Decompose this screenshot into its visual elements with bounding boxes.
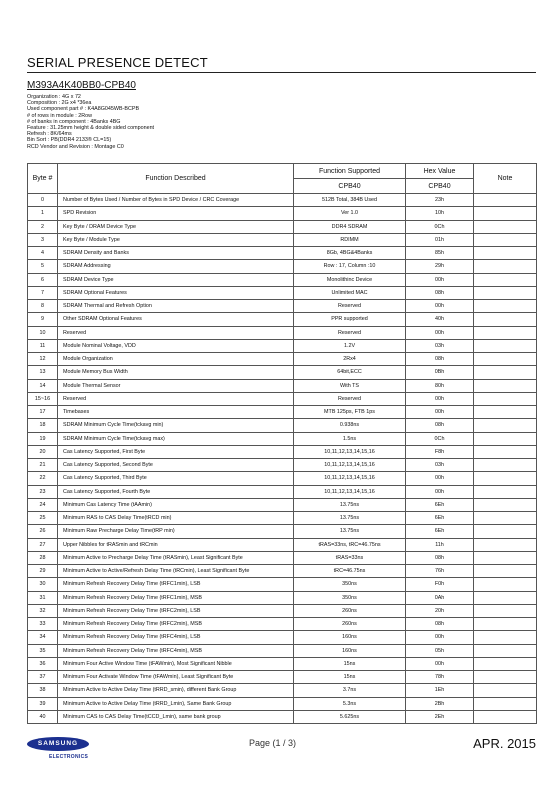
hex-cell: 08h	[406, 286, 474, 299]
info-line: # of rows in module : 2Row	[27, 112, 93, 119]
function-cell: Cas Latency Supported, Second Byte	[58, 459, 294, 472]
hex-cell: 2Eh	[406, 710, 474, 723]
note-cell	[474, 578, 537, 591]
supported-cell: 160ns	[294, 631, 406, 644]
note-cell	[474, 498, 537, 511]
hex-cell: 00h	[406, 485, 474, 498]
byte-cell: 23	[28, 485, 58, 498]
supported-cell: tRAS=33ns, tRC=46.75ns	[294, 538, 406, 551]
page-number: Page (1 / 3)	[249, 738, 297, 748]
table-row	[28, 273, 537, 286]
note-cell	[474, 512, 537, 525]
function-cell: Number of Bytes Used / Number of Bytes in SPD Device / CRC Coverage	[58, 194, 294, 207]
hex-cell: 00h	[406, 392, 474, 405]
supported-cell: 10,11,12,13,14,15,16	[294, 472, 406, 485]
hex-cell: 40h	[406, 313, 474, 326]
hex-cell: 6Eh	[406, 498, 474, 511]
function-cell: Minimum Cas Latency Time (tAAmin)	[58, 498, 294, 511]
table-row	[28, 472, 537, 485]
table-row	[28, 591, 537, 604]
info-line: Organization : 4G x 72	[27, 94, 81, 100]
supported-cell: Ver 1.0	[294, 207, 406, 220]
function-cell: Minimum Raw Precharge Delay Time(tRP min)	[58, 525, 294, 538]
byte-cell: 31	[28, 591, 58, 604]
table-row	[28, 710, 537, 723]
note-cell	[474, 326, 537, 339]
hex-cell: 20h	[406, 604, 474, 617]
function-cell: Minimum Four Active Window Time (tFAWmin), Most Significant Nibble	[58, 657, 294, 670]
byte-cell: 17	[28, 406, 58, 419]
function-cell: SDRAM Density and Banks	[58, 247, 294, 260]
note-cell	[474, 260, 537, 273]
note-cell	[474, 353, 537, 366]
info-line: Used component part # : K4A8G045WB-BCPB	[27, 106, 140, 113]
table-row	[28, 313, 537, 326]
table-row	[28, 300, 537, 313]
note-cell	[474, 684, 537, 697]
hex-cell: 03h	[406, 459, 474, 472]
supported-cell: Unlimited MAC	[294, 286, 406, 299]
table-row	[28, 353, 537, 366]
table-row	[28, 326, 537, 339]
part-number: M393A4K40BB0-CPB40	[27, 80, 136, 91]
supported-cell: Monolithinc Device	[294, 273, 406, 286]
hex-cell: 80h	[406, 379, 474, 392]
function-cell: Key Byte / DRAM Device Type	[58, 220, 294, 233]
info-line: RCD Vendor and Revision : Montage C0	[27, 143, 124, 150]
supported-cell: 160ns	[294, 644, 406, 657]
byte-cell: 22	[28, 472, 58, 485]
function-cell: Key Byte / Module Type	[58, 233, 294, 246]
function-cell: Minimum Refresh Recovery Delay Time (tRFC4min), MSB	[58, 644, 294, 657]
supported-cell: 2Rx4	[294, 353, 406, 366]
byte-cell: 40	[28, 710, 58, 723]
table-row	[28, 260, 537, 273]
module-info-block	[27, 94, 154, 150]
table-row	[28, 551, 537, 564]
byte-cell: 18	[28, 419, 58, 432]
function-cell: SDRAM Device Type	[58, 273, 294, 286]
note-cell	[474, 392, 537, 405]
hex-cell: 85h	[406, 247, 474, 260]
supported-cell: 260ns	[294, 604, 406, 617]
note-cell	[474, 591, 537, 604]
byte-cell: 35	[28, 644, 58, 657]
table-row	[28, 604, 537, 617]
byte-cell: 10	[28, 326, 58, 339]
byte-cell: 0	[28, 194, 58, 207]
table-row	[28, 233, 537, 246]
note-cell	[474, 525, 537, 538]
byte-cell: 4	[28, 247, 58, 260]
note-cell	[474, 445, 537, 458]
header-hex-value: Hex Value	[406, 164, 474, 179]
hex-cell: 23h	[406, 194, 474, 207]
info-line: Feature : 31.25mm height & double sided component	[27, 125, 155, 132]
note-cell	[474, 286, 537, 299]
function-cell: Reserved	[58, 392, 294, 405]
supported-cell: tRAS=33ns	[294, 551, 406, 564]
hex-cell: 6Eh	[406, 512, 474, 525]
byte-cell: 21	[28, 459, 58, 472]
function-cell: Timebases	[58, 406, 294, 419]
table-row	[28, 459, 537, 472]
hex-cell: 00h	[406, 300, 474, 313]
table-row	[28, 445, 537, 458]
table-row	[28, 684, 537, 697]
function-cell: Minimum Refresh Recovery Delay Time (tRFC1min), LSB	[58, 578, 294, 591]
byte-cell: 27	[28, 538, 58, 551]
function-cell: Cas Latency Supported, Fourth Byte	[58, 485, 294, 498]
hex-cell: 0Ah	[406, 591, 474, 604]
header-note: Note	[474, 164, 537, 194]
function-cell: SDRAM Addressing	[58, 260, 294, 273]
byte-cell: 25	[28, 512, 58, 525]
header-byte: Byte #	[28, 164, 58, 194]
byte-cell: 13	[28, 366, 58, 379]
table-row	[28, 644, 537, 657]
byte-cell: 1	[28, 207, 58, 220]
note-cell	[474, 194, 537, 207]
hex-cell: 11h	[406, 538, 474, 551]
note-cell	[474, 273, 537, 286]
hex-cell: 0Bh	[406, 366, 474, 379]
function-cell: Minimum Refresh Recovery Delay Time (tRFC2min), MSB	[58, 618, 294, 631]
function-cell: Minimum Refresh Recovery Delay Time (tRFC2min), LSB	[58, 604, 294, 617]
supported-cell: Reserved	[294, 392, 406, 405]
function-cell: Minimum CAS to CAS Delay Time(tCCD_Lmin), same bank group	[58, 710, 294, 723]
byte-cell: 19	[28, 432, 58, 445]
supported-cell: 5.3ns	[294, 697, 406, 710]
hex-cell: 08h	[406, 353, 474, 366]
note-cell	[474, 565, 537, 578]
function-cell: Other SDRAM Optional Features	[58, 313, 294, 326]
byte-cell: 24	[28, 498, 58, 511]
hex-cell: 05h	[406, 644, 474, 657]
note-cell	[474, 339, 537, 352]
note-cell	[474, 247, 537, 260]
supported-cell: 64bit,ECC	[294, 366, 406, 379]
supported-cell: Reserved	[294, 326, 406, 339]
hex-cell: 00h	[406, 406, 474, 419]
byte-cell: 20	[28, 445, 58, 458]
table-row	[28, 485, 537, 498]
supported-cell: 13.75ns	[294, 512, 406, 525]
title-divider	[27, 72, 536, 73]
byte-cell: 29	[28, 565, 58, 578]
supported-cell: RDIMM	[294, 233, 406, 246]
hex-cell: 00h	[406, 631, 474, 644]
table-row	[28, 286, 537, 299]
subheader-supported-bin: CPB40	[294, 179, 406, 194]
note-cell	[474, 604, 537, 617]
document-date: APR. 2015	[473, 736, 536, 751]
table-row	[28, 392, 537, 405]
note-cell	[474, 220, 537, 233]
byte-cell: 8	[28, 300, 58, 313]
logo-wordmark: SAMSUNG	[27, 737, 89, 751]
page-footer	[27, 733, 536, 763]
note-cell	[474, 419, 537, 432]
supported-cell: MTB 125ps, FTB 1ps	[294, 406, 406, 419]
table-row	[28, 366, 537, 379]
note-cell	[474, 313, 537, 326]
document-title: SERIAL PRESENCE DETECT	[27, 55, 208, 70]
header-function-described: Function Described	[58, 164, 294, 194]
supported-cell: 15ns	[294, 657, 406, 670]
byte-cell: 6	[28, 273, 58, 286]
hex-cell: 00h	[406, 273, 474, 286]
note-cell	[474, 671, 537, 684]
note-cell	[474, 618, 537, 631]
function-cell: Minimum Active to Precharge Delay Time (tRASmin), Least Significant Byte	[58, 551, 294, 564]
function-cell: Minimum Active to Active Delay Time (tRRD_smin), different Bank Group	[58, 684, 294, 697]
note-cell	[474, 485, 537, 498]
table-row	[28, 512, 537, 525]
hex-cell: 1Eh	[406, 684, 474, 697]
function-cell: Module Memory Bus Width	[58, 366, 294, 379]
table-row	[28, 207, 537, 220]
supported-cell: 10,11,12,13,14,15,16	[294, 459, 406, 472]
byte-cell: 3	[28, 233, 58, 246]
supported-cell: 13.75ns	[294, 525, 406, 538]
supported-cell: 512B Total, 384B Used	[294, 194, 406, 207]
function-cell: SDRAM Minimum Cycle Time(tckavg min)	[58, 419, 294, 432]
info-line: # of banks in component : 4Banks 4BG	[27, 118, 121, 125]
table-row	[28, 671, 537, 684]
supported-cell: 350ns	[294, 578, 406, 591]
table-row	[28, 339, 537, 352]
supported-cell: 10,11,12,13,14,15,16	[294, 485, 406, 498]
byte-cell: 14	[28, 379, 58, 392]
supported-cell: 5.625ns	[294, 710, 406, 723]
function-cell: Minimum RAS to CAS Delay Time(tRCD min)	[58, 512, 294, 525]
table-row	[28, 419, 537, 432]
note-cell	[474, 233, 537, 246]
supported-cell: 260ns	[294, 618, 406, 631]
function-cell: SPD Revision	[58, 207, 294, 220]
byte-cell: 5	[28, 260, 58, 273]
info-line: Refresh : 8K/64ms	[27, 131, 72, 138]
table-row	[28, 247, 537, 260]
supported-cell: Row : 17, Column :10	[294, 260, 406, 273]
function-cell: Module Nominal Voltage, VDD	[58, 339, 294, 352]
function-cell: Cas Latency Supported, Third Byte	[58, 472, 294, 485]
supported-cell: 1.2V	[294, 339, 406, 352]
supported-cell: With TS	[294, 379, 406, 392]
note-cell	[474, 207, 537, 220]
spd-table-body	[28, 194, 537, 724]
table-row	[28, 432, 537, 445]
hex-cell: 0Ch	[406, 220, 474, 233]
table-row	[28, 220, 537, 233]
note-cell	[474, 459, 537, 472]
note-cell	[474, 710, 537, 723]
table-row	[28, 618, 537, 631]
hex-cell: 08h	[406, 551, 474, 564]
byte-cell: 28	[28, 551, 58, 564]
function-cell: Minimum Active to Active Delay Time (tRRD_Lmin), Same Bank Group	[58, 697, 294, 710]
hex-cell: 08h	[406, 618, 474, 631]
function-cell: Minimum Refresh Recovery Delay Time (tRFC4min), LSB	[58, 631, 294, 644]
note-cell	[474, 697, 537, 710]
function-cell: Module Organization	[58, 353, 294, 366]
function-cell: Cas Latency Supported, First Byte	[58, 445, 294, 458]
function-cell: Upper Nibbles for tRASmin and tRCmin	[58, 538, 294, 551]
table-row	[28, 498, 537, 511]
byte-cell: 37	[28, 671, 58, 684]
hex-cell: 00h	[406, 472, 474, 485]
hex-cell: 76h	[406, 565, 474, 578]
info-line: Bin Sort : PB(DDR4 2133® CL=15)	[27, 137, 112, 144]
table-row	[28, 631, 537, 644]
byte-cell: 38	[28, 684, 58, 697]
byte-cell: 26	[28, 525, 58, 538]
function-cell: SDRAM Optional Features	[58, 286, 294, 299]
table-row	[28, 538, 537, 551]
function-cell: Minimum Four Activate Window Time (tFAWmin), Least Significant Byte	[58, 671, 294, 684]
hex-cell: F0h	[406, 578, 474, 591]
table-row	[28, 565, 537, 578]
hex-cell: 10h	[406, 207, 474, 220]
supported-cell: 15ns	[294, 671, 406, 684]
hex-cell: 08h	[406, 419, 474, 432]
hex-cell: 0Ch	[406, 432, 474, 445]
hex-cell: 78h	[406, 671, 474, 684]
table-row	[28, 379, 537, 392]
function-cell: Minimum Active to Active/Refresh Delay Time (tRCmin), Least Significant Byte	[58, 565, 294, 578]
function-cell: Reserved	[58, 326, 294, 339]
byte-cell: 2	[28, 220, 58, 233]
supported-cell: Reserved	[294, 300, 406, 313]
function-cell: Minimum Refresh Recovery Delay Time (tRFC1min), MSB	[58, 591, 294, 604]
hex-cell: 00h	[406, 657, 474, 670]
spd-table	[27, 163, 537, 724]
samsung-logo	[27, 737, 93, 767]
note-cell	[474, 657, 537, 670]
supported-cell: 8Gb, 4BG&4Banks	[294, 247, 406, 260]
supported-cell: PPR supported	[294, 313, 406, 326]
byte-cell: 11	[28, 339, 58, 352]
note-cell	[474, 379, 537, 392]
supported-cell: 350ns	[294, 591, 406, 604]
byte-cell: 9	[28, 313, 58, 326]
note-cell	[474, 631, 537, 644]
supported-cell: tRC=46.75ns	[294, 565, 406, 578]
byte-cell: 15~16	[28, 392, 58, 405]
supported-cell: 1.5ns	[294, 432, 406, 445]
note-cell	[474, 300, 537, 313]
hex-cell: 6Eh	[406, 525, 474, 538]
table-row	[28, 406, 537, 419]
supported-cell: DDR4 SDRAM	[294, 220, 406, 233]
logo-subtitle: ELECTRONICS	[49, 754, 89, 760]
byte-cell: 30	[28, 578, 58, 591]
note-cell	[474, 472, 537, 485]
header-function-supported: Function Supported	[294, 164, 406, 179]
byte-cell: 36	[28, 657, 58, 670]
function-cell: SDRAM Thermal and Refresh Option	[58, 300, 294, 313]
hex-cell: 01h	[406, 233, 474, 246]
note-cell	[474, 366, 537, 379]
note-cell	[474, 644, 537, 657]
hex-cell: 29h	[406, 260, 474, 273]
info-line: Composition : 2G x4 *36ea	[27, 100, 92, 107]
table-row	[28, 697, 537, 710]
byte-cell: 7	[28, 286, 58, 299]
byte-cell: 12	[28, 353, 58, 366]
table-row	[28, 657, 537, 670]
note-cell	[474, 432, 537, 445]
hex-cell: 00h	[406, 326, 474, 339]
byte-cell: 34	[28, 631, 58, 644]
byte-cell: 33	[28, 618, 58, 631]
function-cell: Module Thermal Sensor	[58, 379, 294, 392]
hex-cell: F8h	[406, 445, 474, 458]
note-cell	[474, 538, 537, 551]
table-row	[28, 194, 537, 207]
byte-cell: 32	[28, 604, 58, 617]
byte-cell: 39	[28, 697, 58, 710]
hex-cell: 03h	[406, 339, 474, 352]
hex-cell: 2Bh	[406, 697, 474, 710]
function-cell: SDRAM Minimum Cycle Time(tckavg max)	[58, 432, 294, 445]
supported-cell: 0.938ns	[294, 419, 406, 432]
note-cell	[474, 406, 537, 419]
subheader-hex-bin: CPB40	[406, 179, 474, 194]
supported-cell: 10,11,12,13,14,15,16	[294, 445, 406, 458]
table-row	[28, 578, 537, 591]
supported-cell: 13.75ns	[294, 498, 406, 511]
table-row	[28, 525, 537, 538]
supported-cell: 3.7ns	[294, 684, 406, 697]
note-cell	[474, 551, 537, 564]
